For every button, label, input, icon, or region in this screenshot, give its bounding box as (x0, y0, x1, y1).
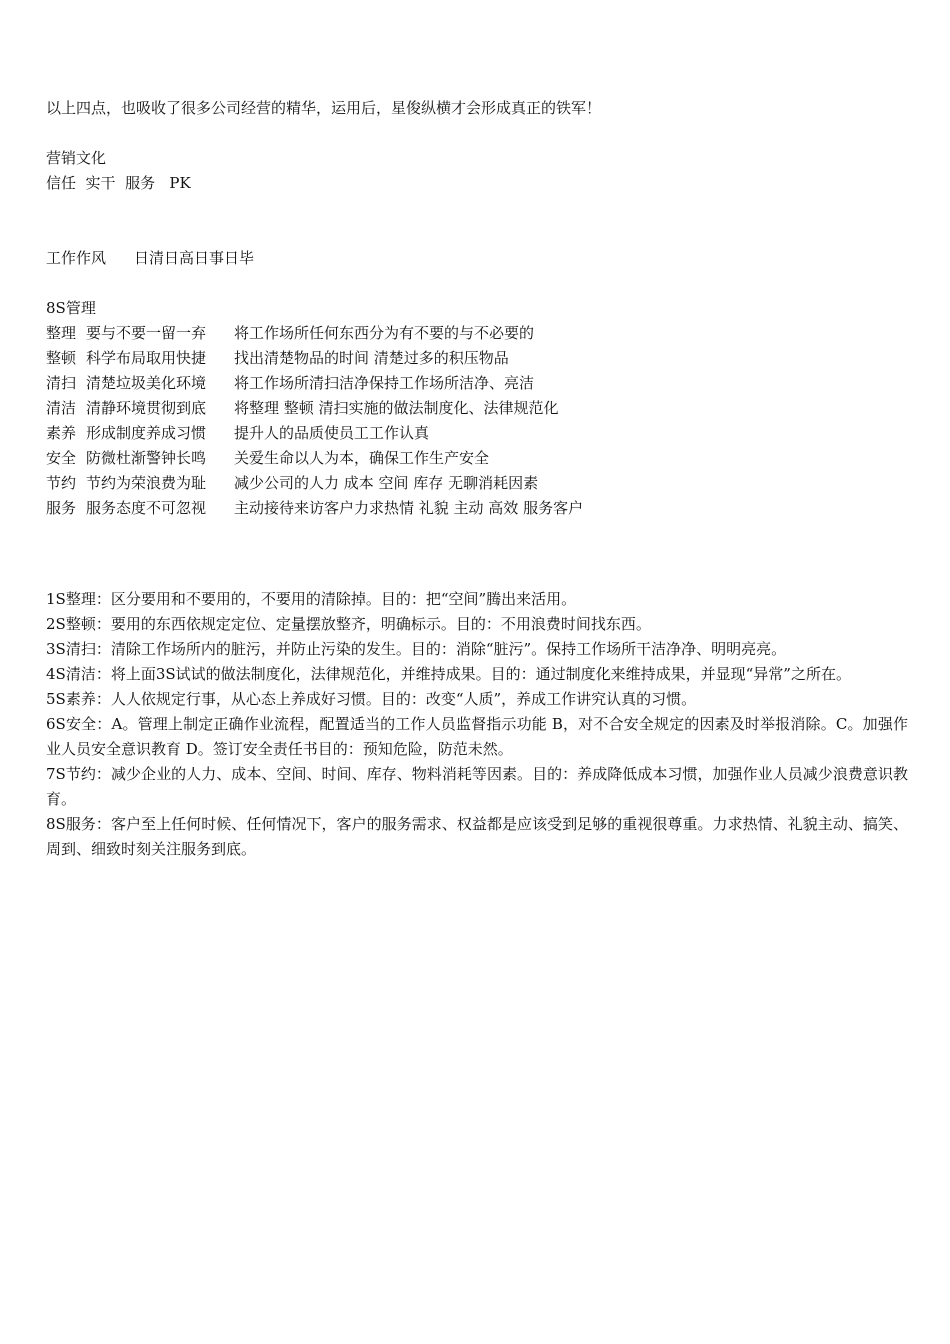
row-desc: 找出清楚物品的时间 清楚过多的积压物品 (234, 349, 509, 367)
row-name: 整理 (46, 324, 77, 342)
definition-5s: 5S素养：人人依规定行事，从心态上养成好习惯。目的：改变“人质”，养成工作讲究认真的习惯。 (46, 690, 697, 708)
work-style-line (46, 246, 908, 271)
row-name: 整顿 (46, 349, 77, 367)
definition-4s: 4S清洁：将上面3S试试的做法制度化，法律规范化，并维持成果。目的：通过制度化来维持成果，并显现“异常”之所在。 (46, 665, 851, 683)
row-desc: 主动接待来访客户力求热情 礼貌 主动 高效 服务客户 (234, 499, 584, 517)
management-row (46, 321, 908, 346)
management-row (46, 371, 908, 396)
row-desc: 将工作场所任何东西分为有不要的与不必要的 (234, 324, 535, 342)
management-row (46, 346, 908, 371)
definition-8s: 8S服务：客户至上任何时候、任何情况下，客户的服务需求、权益都是应该受到足够的重视很尊重。力求热情、礼貌主动、搞笑、周到、细致时刻关注服务到底。 (46, 815, 908, 858)
definition-7s: 7S节约：减少企业的人力、成本、空间、时间、库存、物料消耗等因素。目的：养成降低成本习惯，加强作业人员减少浪费意识教育。 (46, 765, 908, 808)
definition-6s: 6S安全：A。管理上制定正确作业流程，配置适当的工作人员监督指示功能 B，对不合安全规定的因素及时举报消除。C。加强作业人员安全意识教育 D。签订安全责任书目的：预知危险，防范未然。 (46, 715, 908, 758)
management-row (46, 421, 908, 446)
work-style-value: 日清日高日事日毕 (134, 249, 255, 267)
management-row (46, 471, 908, 496)
management-title: 8S管理 (46, 299, 96, 317)
row-name: 安全 (46, 449, 77, 467)
row-motto: 服务态度不可忽视 (86, 499, 207, 517)
row-desc: 减少公司的人力 成本 空间 库存 无聊消耗因素 (234, 474, 539, 492)
management-table (46, 321, 908, 521)
work-style-label: 工作作风 (46, 249, 107, 267)
management-row (46, 446, 908, 471)
row-motto: 清楚垃圾美化环境 (86, 374, 207, 392)
row-motto: 节约为荣浪费为耻 (86, 474, 207, 492)
row-desc: 将整理 整顿 清扫实施的做法制度化、法律规范化 (234, 399, 559, 417)
row-name: 素养 (46, 424, 77, 442)
row-name: 清扫 (46, 374, 77, 392)
marketing-culture-title: 营销文化 (46, 149, 107, 167)
row-motto: 防微杜渐警钟长鸣 (86, 449, 207, 467)
row-motto: 要与不要一留一弃 (86, 324, 207, 342)
management-row (46, 496, 908, 521)
row-motto: 科学布局取用快捷 (86, 349, 207, 367)
row-name: 清洁 (46, 399, 77, 417)
row-desc: 将工作场所清扫洁净保持工作场所洁净、亮洁 (234, 374, 535, 392)
row-name: 服务 (46, 499, 77, 517)
management-row (46, 396, 908, 421)
row-desc: 关爱生命以人为本，确保工作生产安全 (234, 449, 490, 467)
row-name: 节约 (46, 474, 77, 492)
document-page (46, 96, 908, 862)
row-motto: 形成制度养成习惯 (86, 424, 207, 442)
definition-3s: 3S清扫：清除工作场所内的脏污，并防止污染的发生。目的：消除“脏污”。保持工作场所干洁净净、明明亮亮。 (46, 640, 787, 658)
marketing-culture-items: 信任 实干 服务 PK (46, 174, 191, 192)
row-motto: 清静环境贯彻到底 (86, 399, 207, 417)
definition-1s: 1S整理：区分要用和不要用的，不要用的清除掉。目的：把“空间”腾出来活用。 (46, 590, 577, 608)
definition-2s: 2S整顿：要用的东西依规定定位、定量摆放整齐，明确标示。目的：不用浪费时间找东西。 (46, 615, 651, 633)
row-desc: 提升人的品质使员工工作认真 (234, 424, 430, 442)
intro-paragraph: 以上四点，也吸收了很多公司经营的精华，运用后，星俊纵横才会形成真正的铁军！ (46, 99, 602, 117)
